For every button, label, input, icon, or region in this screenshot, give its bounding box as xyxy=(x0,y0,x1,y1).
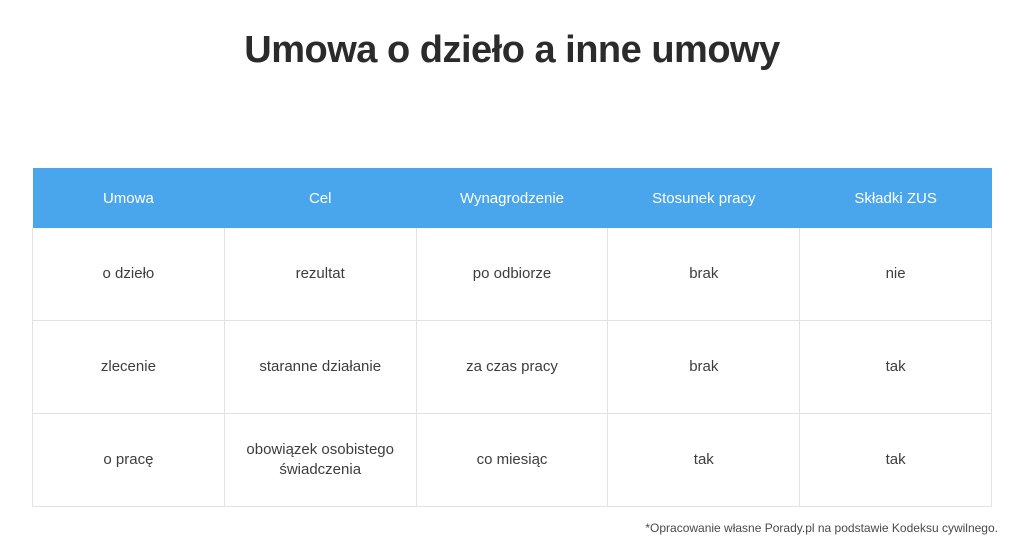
cell-umowa: zlecenie xyxy=(33,321,225,414)
page-title: Umowa o dzieło a inne umowy xyxy=(244,29,780,71)
table-row xyxy=(33,321,992,414)
cell-wynagrodzenie: co miesiąc xyxy=(416,414,608,507)
footnote: *Opracowanie własne Porady.pl na podstawie Kodeksu cywilnego. xyxy=(645,521,998,535)
cell-skladki-zus: tak xyxy=(800,321,992,414)
cell-wynagrodzenie: po odbiorze xyxy=(416,228,608,321)
cell-cel: obowiązek osobistego świadczenia xyxy=(224,414,416,507)
column-header-stosunek-pracy: Stosunek pracy xyxy=(608,168,800,228)
cell-stosunek-pracy: brak xyxy=(608,228,800,321)
comparison-table xyxy=(32,168,992,507)
table-row xyxy=(33,414,992,507)
table-body xyxy=(33,228,992,507)
table-row xyxy=(33,228,992,321)
column-header-skladki-zus: Składki ZUS xyxy=(800,168,992,228)
column-header-umowa: Umowa xyxy=(33,168,225,228)
comparison-table-container xyxy=(32,168,992,507)
table-header-row xyxy=(33,168,992,228)
cell-stosunek-pracy: brak xyxy=(608,321,800,414)
cell-skladki-zus: nie xyxy=(800,228,992,321)
cell-stosunek-pracy: tak xyxy=(608,414,800,507)
cell-wynagrodzenie: za czas pracy xyxy=(416,321,608,414)
cell-umowa: o dzieło xyxy=(33,228,225,321)
table-header xyxy=(33,168,992,228)
cell-cel: rezultat xyxy=(224,228,416,321)
cell-skladki-zus: tak xyxy=(800,414,992,507)
cell-cel: staranne działanie xyxy=(224,321,416,414)
column-header-wynagrodzenie: Wynagrodzenie xyxy=(416,168,608,228)
column-header-cel: Cel xyxy=(224,168,416,228)
cell-umowa: o pracę xyxy=(33,414,225,507)
